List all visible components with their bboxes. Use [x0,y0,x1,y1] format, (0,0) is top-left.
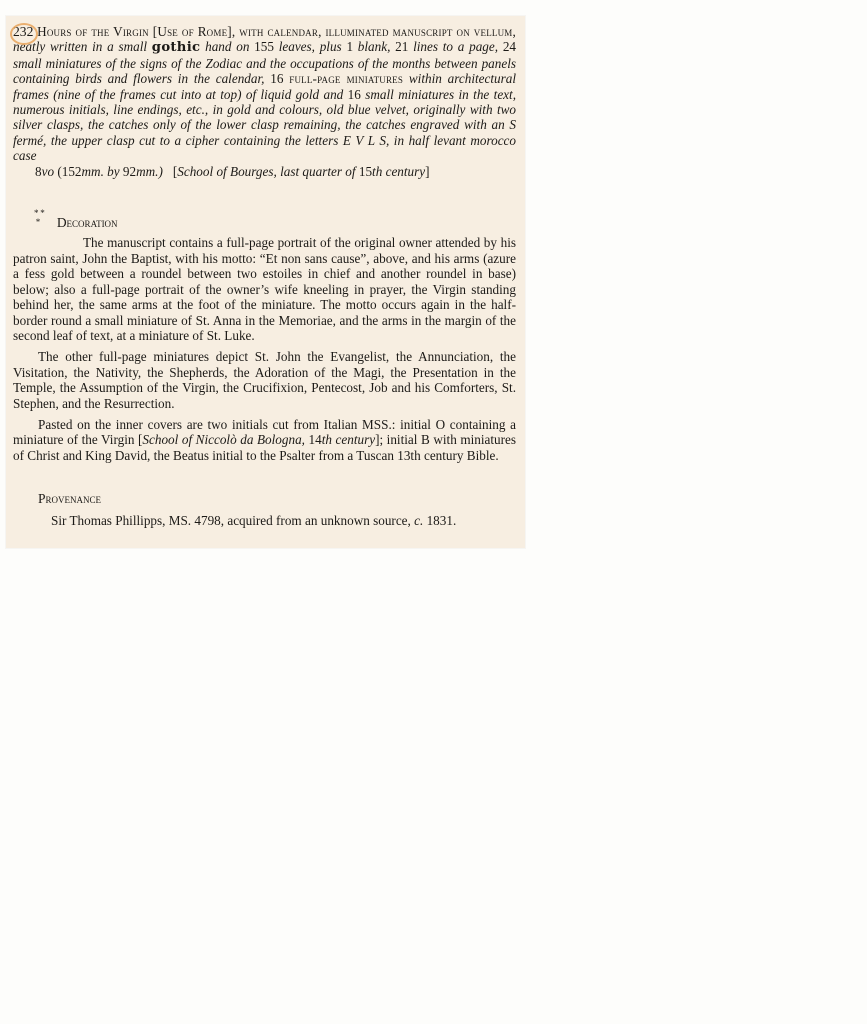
decoration-heading: * * * Decoration [34,208,118,231]
full-page-label: full-page miniatures [289,71,404,87]
decoration-paragraph-3: Pasted on the inner covers are two initials cut from Italian MSS.: initial O containing a miniature of the Virgin [School of Niccolò da Bologna, 14th century]; initial B with miniatures of Christ and King David, the Beatus initial to the Psalter from a Tuscan 13th century Bible. [13,416,517,463]
gothic-word: gothic [151,40,201,56]
entry-description: 232 Hours of the Virgin [Use of Rome], with calendar, illuminated manuscript on vellum, neatly written in a small gothic hand on 155 leaves, plus 1 blank, 21 lines to a page, 24 small miniatures of the signs of the Zodiac and the occupations of the months between panels containing birds and flowers in the calendar, 16 full-page miniatures within architectural frames (nine of the frames cut into at top) of liquid gold and 16 small miniatures in the text, numerous initials, line endings, etc., in gold and colours, old blue velvet, originally with two silver clasps, the catches only of the lower clasp remaining, the catches engraved with an S fermé, the upper clasp cut to a cipher containing the letters E V L S, in half levant morocco case [13,24,517,164]
provenance-heading: Provenance [38,491,102,507]
asterism-icon: * * * [34,208,45,228]
catalogue-entry [13,24,516,528]
school-attribution: [School of Bourges, last quarter of 15th century] [172,163,430,179]
decoration-paragraph-2: The other full-page miniatures depict St. John the Evangelist, the Annunciation, the Visitation, the Nativity, the Shepherds, the Adoration of the Magi, the Presentation in the Temple, the Assumption of the Virgin, the Crucifixion, Pentecost, Job and his Comforters, St. Stephen, and the Resurrection. [13,349,516,411]
entry-title: Hours of the Virgin [Use of Rome], with calendar, illuminated manuscript on vellum, [37,24,516,39]
decoration-paragraph-1: The manuscript contains a full-page portrait of the original owner attended by his patron saint, John the Baptist, with his motto: “Et non sans cause”, above, and his arms (azure a fess gold between a roundel between two estoiles in chief and another roundel in base) below; also a full-page portrait of the owner’s wife kneeling in prayer, the Virgin standing behind her, the same arms at the foot of the miniature. The motto occurs again in the half-border round a small miniature of St. Anna in the Memoriae, and the arms in the margin of the second leaf of text, at a miniature of St. Luke. [13,235,516,343]
lot-number: 232 [13,24,34,39]
provenance-text: Sir Thomas Phillipps, MS. 4798, acquired from an unknown source, c. 1831. [51,512,457,528]
format-line: 8vo (152mm. by 92mm.) [School of Bourges, last quarter of 15th century] [35,163,430,179]
